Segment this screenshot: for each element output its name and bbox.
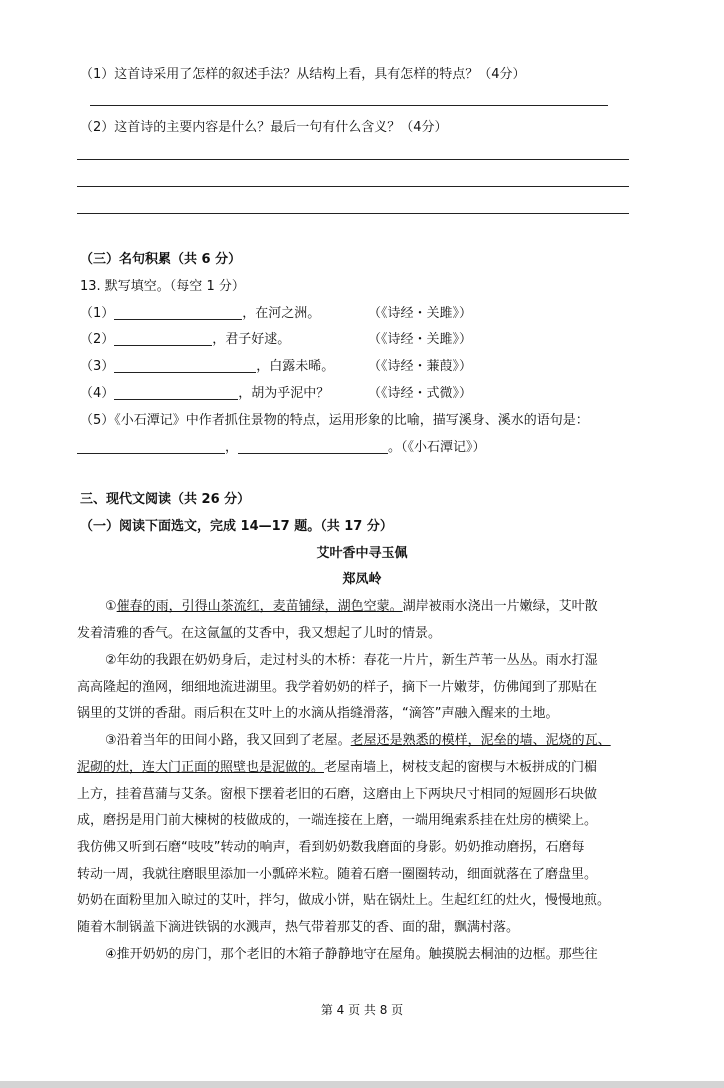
article-author: 郑凤岭 [342, 572, 382, 587]
item-number: （1） [80, 306, 115, 321]
paragraph-3-line: 成，磨拐是用门前大楝树的枝做成的，一端连接在上磨，一端用绳索系挂在灶房的横梁上。 [77, 813, 598, 828]
fill-blank[interactable] [114, 385, 238, 400]
question-13-5: （5）《小石潭记》中作者抓住景物的特点，运用形象的比喻，描写溪身、溪水的语句是： [80, 413, 589, 428]
item-text: ，在河之洲。 [242, 306, 321, 321]
question-2: （2）这首诗的主要内容是什么？最后一句有什么含义？（4分） [80, 120, 448, 135]
paragraph-3-line: 转动一周，我就往磨眼里添加一小瓢碎米粒。随着石磨一圈圈转动，细面就落在了磨盘里。 [77, 867, 598, 882]
item-number: （4） [80, 386, 115, 401]
page-bottom-bar [0, 1081, 724, 1088]
paragraph-number: ① [105, 599, 117, 614]
item-text: ，君子好逑。 [212, 332, 291, 347]
question-1: （1）这首诗采用了怎样的叙述手法？从结构上看，具有怎样的特点？（4分） [80, 67, 526, 82]
fill-blank[interactable] [77, 439, 225, 454]
paragraph-1-line: 发着清雅的香气。在这氤氲的艾香中，我又想起了儿时的情景。 [77, 626, 442, 641]
fill-blank[interactable] [114, 358, 256, 373]
fill-blank[interactable] [238, 439, 388, 454]
question-13: 13. 默写填空。（每空 1 分） [80, 279, 245, 294]
page-footer: 第 4 页 共 8 页 [320, 1003, 404, 1017]
fill-item-4 [80, 385, 329, 403]
paragraph-text: ③沿着当年的田间小路，我又回到了老屋。 [105, 733, 351, 748]
paragraph-2-line: 高高隆起的渔网，细细地流进湖里。我学着奶奶的样子，摘下一片嫩芽，仿佛闻到了那贴在 [77, 680, 598, 695]
item-source: （《诗经・关雎》） [368, 306, 473, 321]
underlined-sentence: 催春的雨，引得山茶流红，麦苗铺绿，湖色空蒙。 [116, 599, 403, 614]
item-text: ，白露未晞。 [256, 359, 335, 374]
paragraph-4-line: ④推开奶奶的房门，那个老旧的木箱子静静地守在屋角。触摸脱去桐油的边框。那些往 [105, 947, 598, 962]
paragraph-3-line: 奶奶在面粉里加入晾过的艾叶，拌匀，做成小饼，贴在锅灶上。生起红红的灶火，慢慢地煎。 [77, 893, 611, 908]
fill-item-1 [80, 305, 320, 323]
item-source: （《诗经・式微》） [368, 386, 473, 401]
paragraph-2-line: 锅里的艾饼的香甜。雨后积在艾叶上的水滴从指缝滑落，“滴答”声融入醒来的土地。 [77, 706, 559, 721]
item-text: ， [225, 440, 239, 455]
fill-item-3 [80, 358, 334, 376]
paragraph-3-line: 上方，挂着菖蒲与艾条。窗根下摆着老旧的石磨，这磨由上下两块尺寸相同的短圆形石块做 [77, 787, 598, 802]
paragraph-text: 湖岸被雨水浇出一片嫩绿，艾叶散 [402, 599, 598, 614]
answer-line[interactable] [77, 186, 629, 187]
sub-heading: （一）阅读下面选文，完成 14—17 题。（共 17 分） [80, 519, 393, 534]
answer-line[interactable] [77, 159, 629, 160]
article-title: 艾叶香中寻玉佩 [316, 546, 408, 561]
paragraph-3-line [77, 759, 597, 777]
fill-item-5 [77, 439, 486, 457]
fill-item-2 [80, 331, 290, 349]
part-heading: 三、现代文阅读（共 26 分） [80, 492, 251, 507]
answer-line[interactable] [90, 105, 608, 106]
paragraph-3-line: 随着木制锅盖下滴进铁锅的水溅声，热气带着那艾的香、面的甜，飘满村落。 [77, 920, 520, 935]
underlined-sentence: 泥砌的灶，连大门正面的照壁也是泥做的。 [77, 760, 325, 775]
paragraph-2-line: ②年幼的我跟在奶奶身后，走过村头的木桥：春花一片片，新生芦苇一丛丛。雨水打湿 [105, 653, 598, 668]
underlined-sentence: 老屋还是熟悉的模样，泥垒的墙、泥烧的瓦、 [350, 733, 611, 748]
item-source: （《诗经・关雎》） [368, 332, 473, 347]
item-source: 。（《小石潭记》） [388, 440, 486, 455]
item-number: （3） [80, 359, 115, 374]
paragraph-1-line [105, 598, 598, 616]
paragraph-text: 老屋南墙上，树枝支起的窗楔与木板拼成的门楣 [324, 760, 598, 775]
fill-blank[interactable] [114, 331, 212, 346]
answer-line[interactable] [77, 213, 629, 214]
item-source: （《诗经・蒹葭》） [368, 359, 473, 374]
item-text: ，胡为乎泥中？ [238, 386, 330, 401]
section-heading: （三）名句积累（共 6 分） [80, 252, 242, 267]
fill-blank[interactable] [114, 305, 242, 320]
paragraph-3-line: 我仿佛又听到石磨“吱吱”转动的响声，看到奶奶数我磨面的身影。奶奶推动磨拐，石磨每 [77, 840, 585, 855]
item-number: （2） [80, 332, 115, 347]
paragraph-3-line [105, 732, 611, 750]
